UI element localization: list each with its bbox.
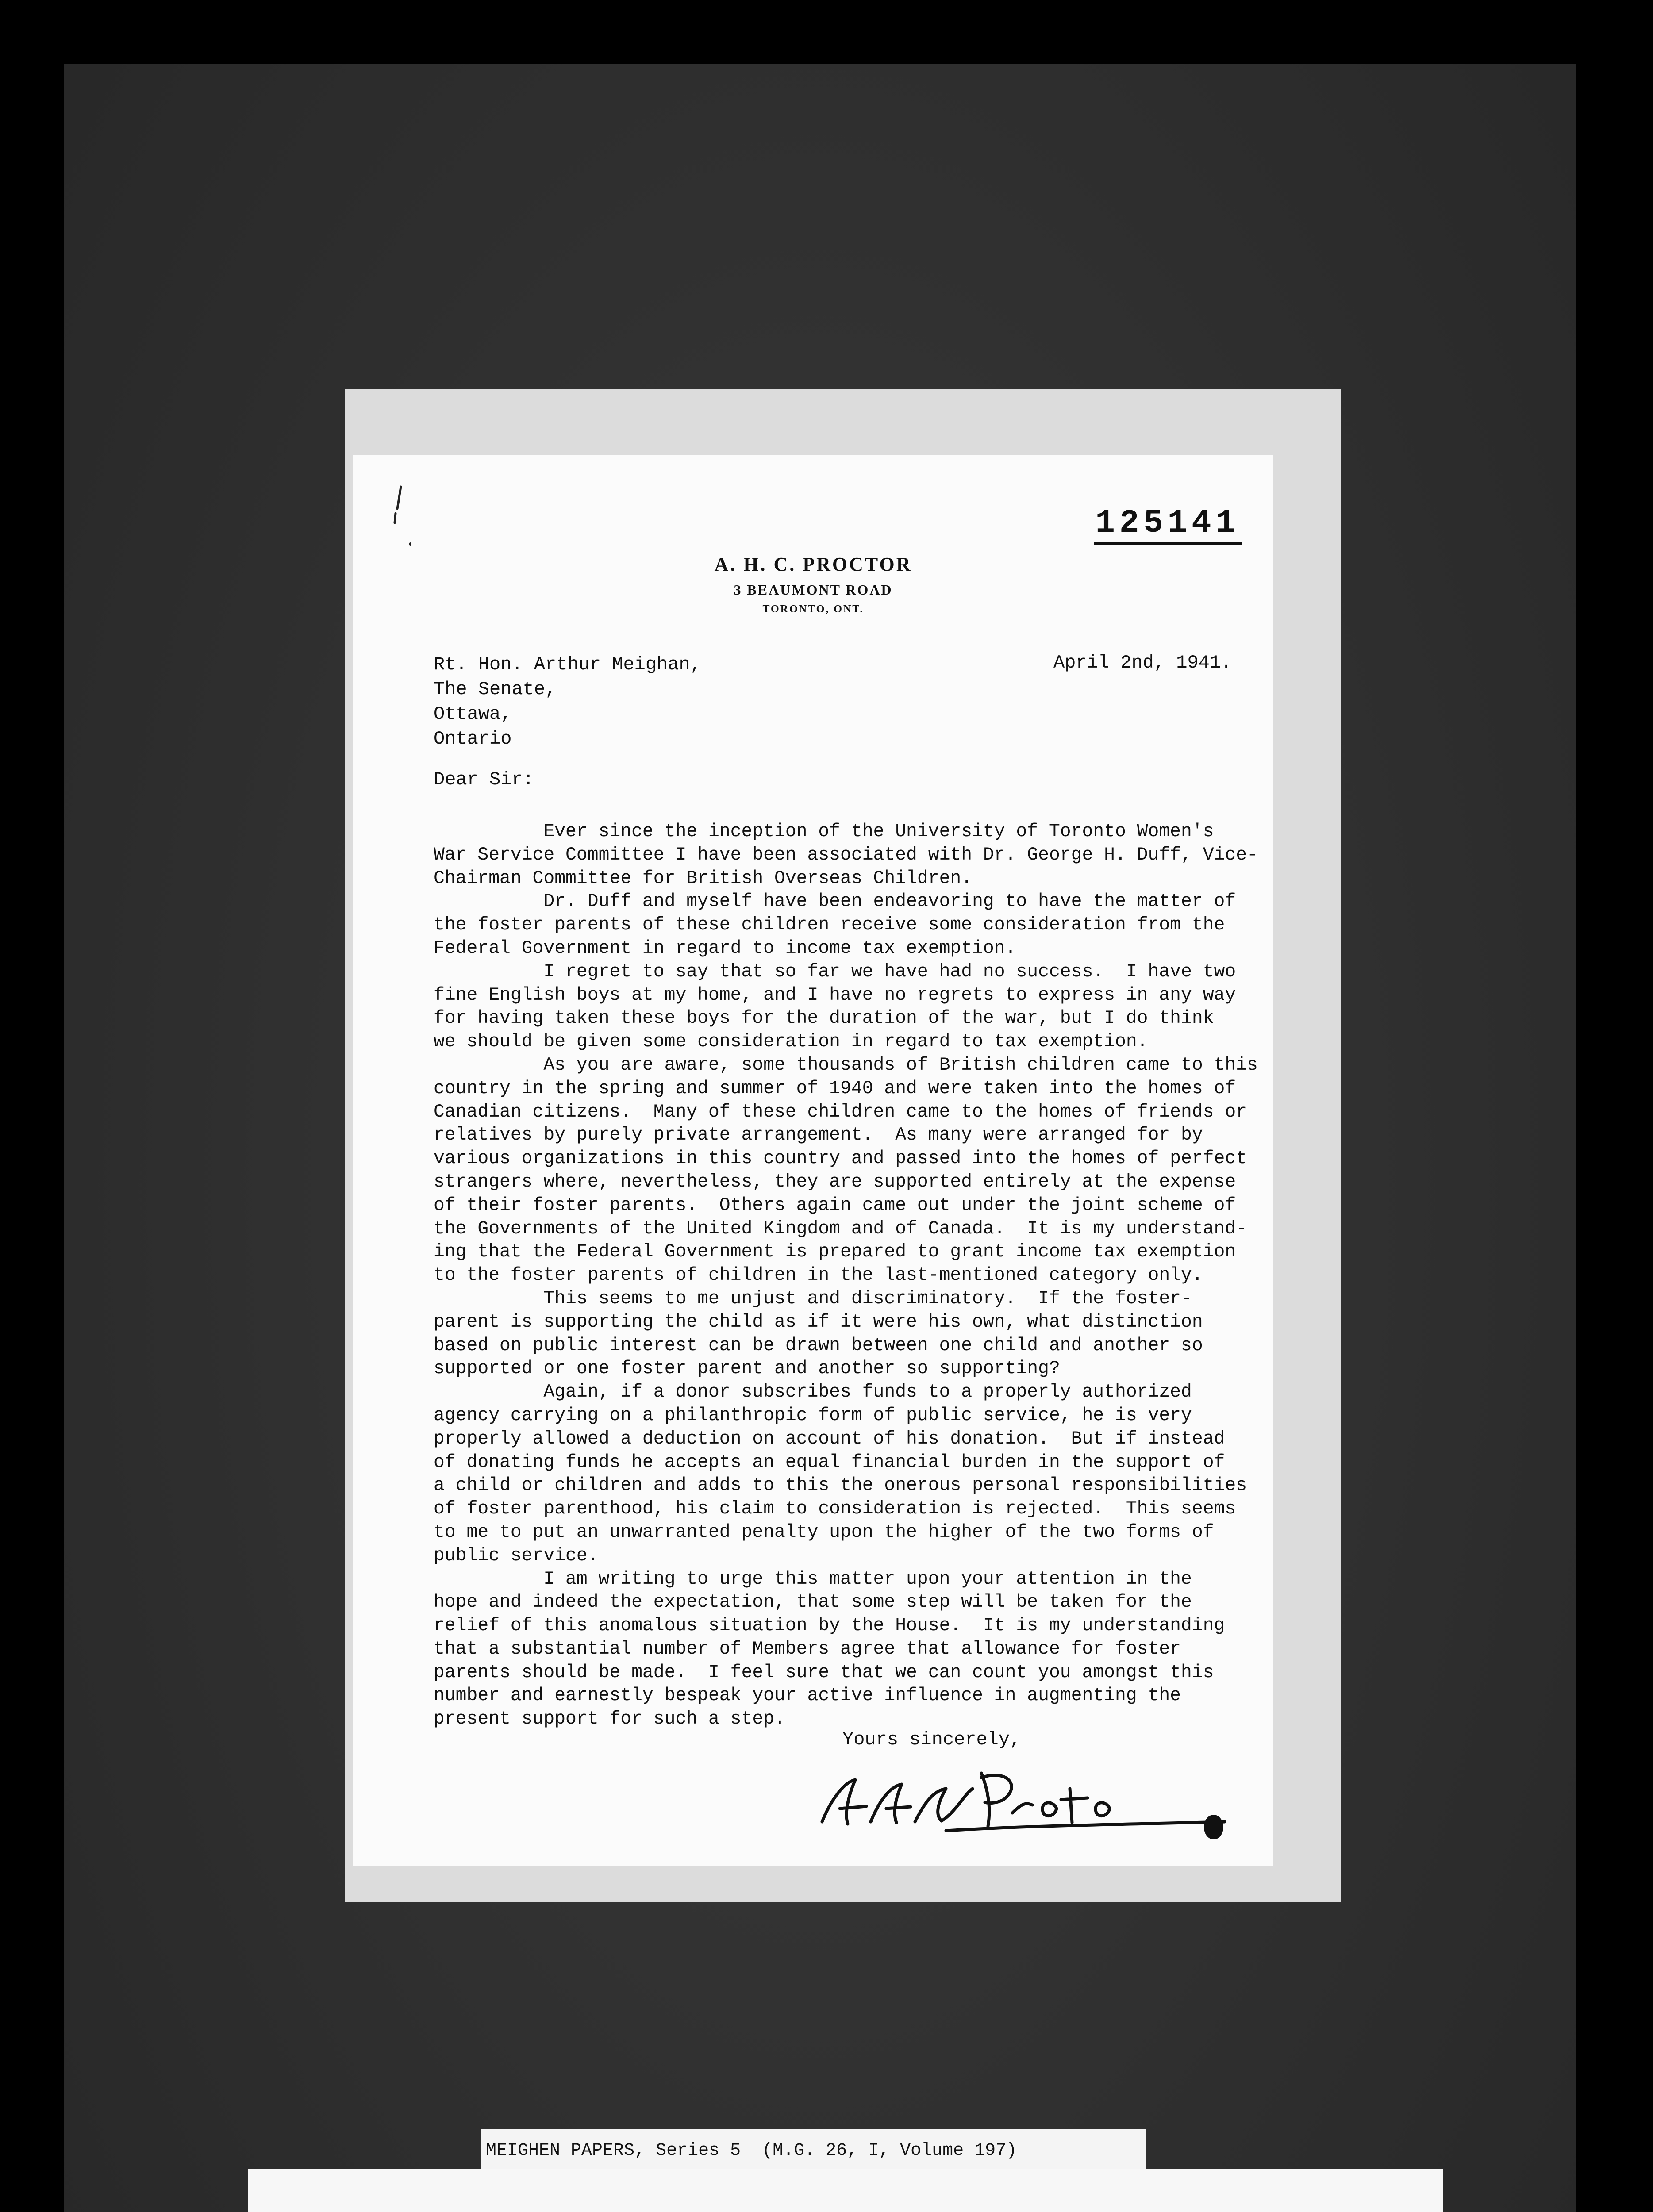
letter-body: Ever since the inception of the University of Toronto Women's War Service Committee I have been associated with Dr. George H. Duff, Vice- Chairman Committee for British Overseas Children. Dr. Duff and myself have been endeavoring to have the matter of the foster parents of these children receive some consideration from the Federal Government in regard to income tax exemption. I regret to say that so far we have had no success. I have two fine English boys at my home, and I have no regrets to express in any way for having taken these boys for the duration of the war, but I do think we should be given some consideration in regard to tax exemption. As you are aware, some thousands of British children came to this country in the spring and summer of 1940 and were taken into the homes of Canadian citizens. Many of these children came to the homes of friends or relatives by purely private arrangement. As many were arranged for by various organizations in this country and passed into the homes of perfect strangers where, nevertheless, they are supported entirely at the expense of their foster parents. Others again came out under the joint scheme of the Governments of the United Kingdom and of Canada. It is my understand- ing that the Federal Government is prepared to grant income tax exemption to the foster parents of children in the last-mentioned category only. This seems to me unjust and discriminatory. If the foster- parent is supporting the child as if it were his own, what distinction based on public interest can be drawn between one child and another so supported or one foster parent and another so supporting? Again, if a donor subscribes funds to a properly authorized agency carrying on a philanthropic form of public service, he is very properly allowed a deduction on account of his donation. But if instead of donating funds he accepts an equal financial burden in the support of a child or children and adds to this the onerous personal responsibilities of foster parenthood, his claim to consideration is rejected. This seems to me to put an unwarranted penalty upon the higher of the two forms of public service. I am writing to urge this matter upon your attention in the hope and indeed the expectation, that some step will be taken for the relief of this anomalous situation by the House. It is my understanding that a substantial number of Members agree that allowance for foster parents should be made. I feel sure that we can count you amongst this number and earnestly bespeak your active influence in augmenting the present support for such a step.: [434, 822, 1258, 1730]
recipient-address: Rt. Hon. Arthur Meighan, The Senate, Ottawa, Ontario: [434, 654, 701, 749]
letter-date: April 2nd, 1941.: [1053, 652, 1232, 673]
reference-number: 125141: [1094, 507, 1242, 545]
handwritten-signature: [813, 1747, 1238, 1848]
series-label: MEIGHEN PAPERS, Series 5 (M.G. 26, I, Volume 197): [481, 2129, 1146, 2173]
letterhead: [353, 553, 1273, 615]
salutation: Dear Sir:: [434, 769, 534, 790]
letterhead-city: TORONTO, ONT.: [762, 603, 864, 615]
letter-page: [353, 455, 1273, 1866]
letterhead-street: 3 BEAUMONT ROAD: [734, 582, 893, 598]
pencil-marks: [384, 482, 411, 549]
letterhead-name: A. H. C. PROCTOR: [714, 553, 912, 575]
archives-stamp: [248, 2169, 1443, 2212]
closing: Yours sincerely,: [842, 1729, 1021, 1750]
